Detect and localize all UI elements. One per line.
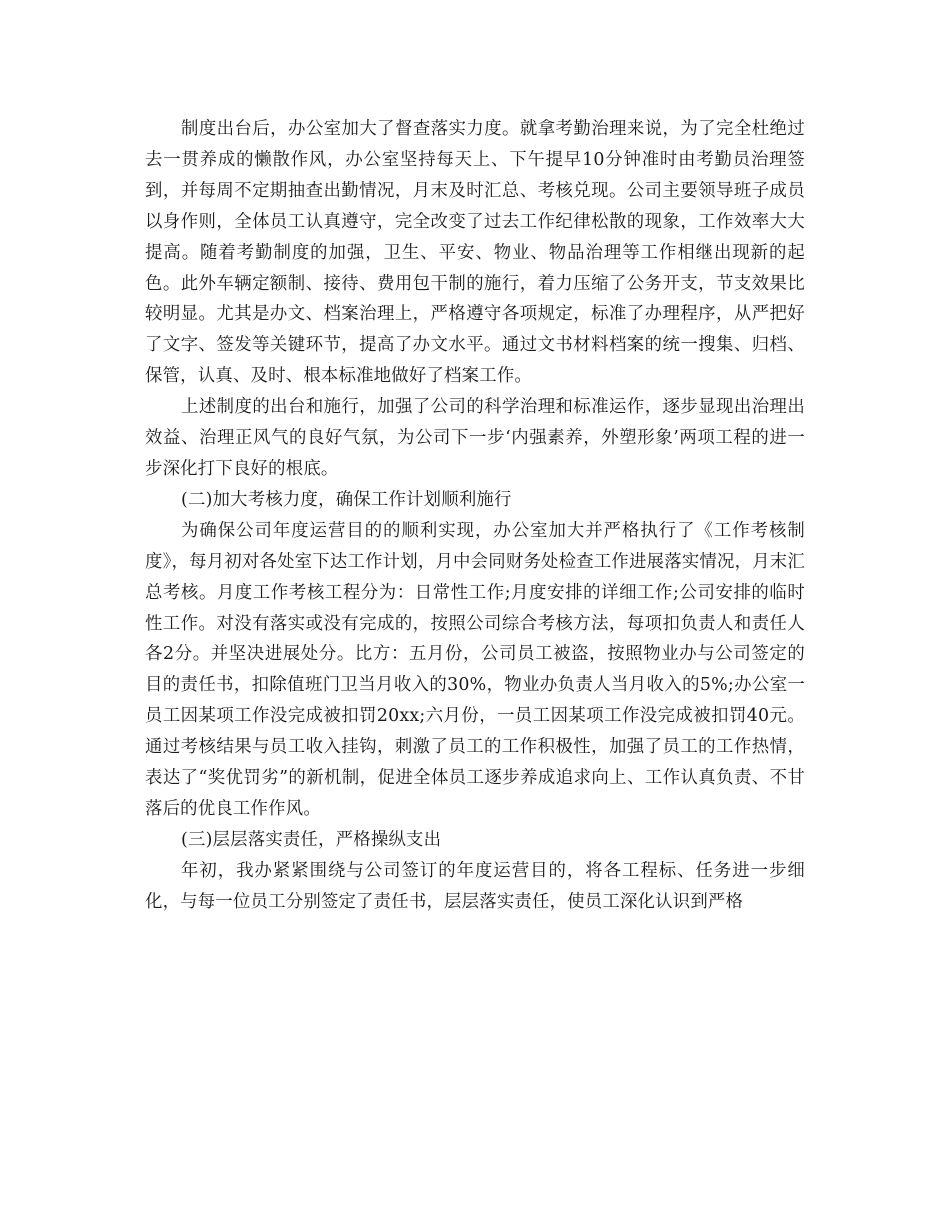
section-heading-responsibility: (三)层层落实责任，严格操纵支出	[181, 829, 442, 850]
paragraph-responsibility: 年初，我办紧紧围绕与公司签订的年度运营目的，将各工程标、任务进一步细化，与每一位员工分别签定了责任书，层层落实责任，使员工深化认识到严格	[145, 860, 805, 912]
paragraph-assessment-system: 为确保公司年度运营目的的顺利实现，办公室加大并严格执行了《工作考核制度》，每月初对各处室下达工作计划，月中会同财务处检查工作进展落实情况，月末汇总考核。月度工作考核工程分为：日常性工作;月度安排的详细工作;公司安排的临时性工作。对没有落实或没有完成的，按照公司综合考核方法，每项扣负责人和责任人各2分。并坚决进展处分。比方：五月份，公司员工被盗，按照物业办与公司签定的目的责任书，扣除值班门卫当月收入的30%，物业办负责人当月收入的5%;办公室一员工因某项工作没完成被扣罚20xx;六月份，一员工因某项工作没完成被扣罚40元。通过考核结果与员工收入挂钩，刺激了员工的工作积极性，加强了员工的工作热情，表达了“奖优罚劣”的新机制，促进全体员工逐步养成追求向上、工作认真负责、不甘落后的优良工作作风。	[145, 520, 805, 819]
document-body	[145, 114, 805, 918]
paragraph-attendance-management: 制度出台后，办公室加大了督查落实力度。就拿考勤治理来说，为了完全杜绝过去一贯养成的懒散作风，办公室坚持每天上、下午提早10分钟准时由考勤员治理签到，并每周不定期抽查出勤情况，月末及时汇总、考核兑现。公司主要领导班子成员以身作则，全体员工认真遵守，完全改变了过去工作纪律松散的现象，工作效率大大提高。随着考勤制度的加强，卫生、平安、物业、物品治理等工作相继出现新的起色。此外车辆定额制、接待、费用包干制的施行，着力压缩了公务开支，节支效果比较明显。尤其是办文、档案治理上，严格遵守各项规定，标准了办理程序，从严把好了文字、签发等关键环节，提高了办文水平。通过文书材料档案的统一搜集、归档、保管，认真、及时、根本标准地做好了档案工作。	[145, 119, 805, 387]
paragraph-system-effects: 上述制度的出台和施行，加强了公司的科学治理和标准运作，逐步显现出治理出效益、治理正风气的良好气氛，为公司下一步‘内强素养，外塑形象’两项工程的进一步深化打下良好的根底。	[145, 397, 805, 479]
section-heading-assessment: (二)加大考核力度，确保工作计划顺利施行	[181, 489, 512, 510]
